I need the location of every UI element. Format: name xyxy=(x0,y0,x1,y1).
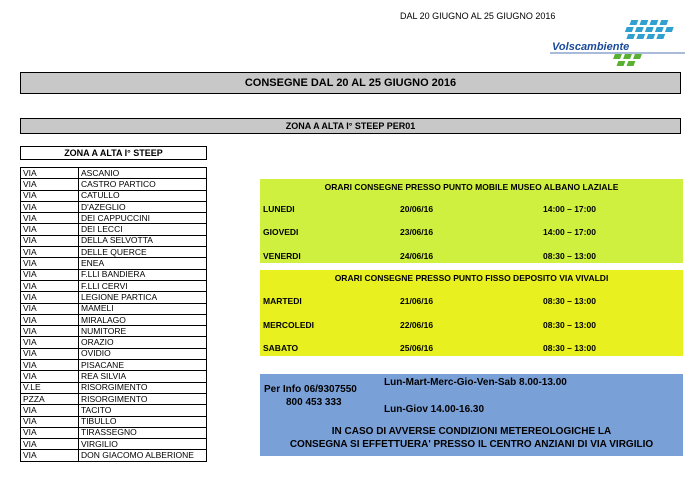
street-row xyxy=(21,326,207,337)
street-name: TACITO xyxy=(79,405,207,416)
street-name: MIRALAGO xyxy=(79,314,207,325)
street-row xyxy=(21,224,207,235)
street-row xyxy=(21,314,207,325)
weather-warning-line2: CONSEGNA SI EFFETTUERA' PRESSO IL CENTRO ANZIANI DI VIA VIRGILIO xyxy=(289,439,654,450)
info-phone: Per Info 06/9307550 xyxy=(264,384,357,395)
mobile-point-title: ORARI CONSEGNE PRESSO PUNTO MOBILE MUSEO ALBANO LAZIALE xyxy=(324,182,619,192)
street-row xyxy=(21,450,207,461)
street-name: TIRASSEGNO xyxy=(79,427,207,438)
street-type: VIA xyxy=(21,360,79,371)
schedule-day: GIOVEDI xyxy=(263,227,299,237)
street-name: ASCANIO xyxy=(79,168,207,179)
street-name: TIBULLO xyxy=(79,416,207,427)
schedule-date: 22/06/16 xyxy=(400,320,434,330)
street-row xyxy=(21,427,207,438)
street-name: F.LLI CERVI xyxy=(79,280,207,291)
fixed-point-panel xyxy=(260,270,683,356)
street-name: MAMELI xyxy=(79,303,207,314)
street-row xyxy=(21,416,207,427)
schedule-date: 25/06/16 xyxy=(400,343,434,353)
info-panel xyxy=(260,374,683,456)
street-name: RISORGIMENTO xyxy=(79,393,207,404)
schedule-time: 14:00 – 17:00 xyxy=(543,227,596,237)
zone-label: ZONA A ALTA I° STEEP xyxy=(20,146,207,160)
street-row xyxy=(21,235,207,246)
street-type: VIA xyxy=(21,348,79,359)
schedule-date: 23/06/16 xyxy=(400,227,434,237)
street-type: VIA xyxy=(21,371,79,382)
schedule-day: MERCOLEDI xyxy=(263,320,314,330)
street-row xyxy=(21,280,207,291)
schedule-time: 08:30 – 13:00 xyxy=(543,343,596,353)
logo-text: Volscambiente xyxy=(552,41,630,53)
street-name: VIRGILIO xyxy=(79,439,207,450)
street-row xyxy=(21,371,207,382)
schedule-date: 21/06/16 xyxy=(400,296,434,306)
schedule-day: LUNEDI xyxy=(263,204,295,214)
street-type: VIA xyxy=(21,190,79,201)
street-name: PISACANE xyxy=(79,360,207,371)
street-row xyxy=(21,303,207,314)
street-row xyxy=(21,201,207,212)
street-name: DEI LECCI xyxy=(79,224,207,235)
street-row xyxy=(21,258,207,269)
street-name: NUMITORE xyxy=(79,326,207,337)
street-name: LEGIONE PARTICA xyxy=(79,292,207,303)
street-type: VIA xyxy=(21,439,79,450)
street-row xyxy=(21,292,207,303)
schedule-time: 08:30 – 13:00 xyxy=(543,320,596,330)
schedule-day: MARTEDI xyxy=(263,296,302,306)
street-row xyxy=(21,439,207,450)
street-type: VIA xyxy=(21,224,79,235)
street-name: DON GIACOMO ALBERIONE xyxy=(79,450,207,461)
street-row xyxy=(21,405,207,416)
street-type: VIA xyxy=(21,314,79,325)
street-name: D'AZEGLIO xyxy=(79,201,207,212)
street-row xyxy=(21,179,207,190)
street-row xyxy=(21,269,207,280)
street-type: VIA xyxy=(21,405,79,416)
info-toll-free: 800 453 333 xyxy=(286,397,342,408)
fixed-point-title: ORARI CONSEGNE PRESSO PUNTO FISSO DEPOSITO VIA VIVALDI xyxy=(334,273,609,283)
date-range: DAL 20 GIUGNO AL 25 GIUGNO 2016 xyxy=(400,11,556,21)
street-type: VIA xyxy=(21,303,79,314)
street-name: DEI CAPPUCCINI xyxy=(79,213,207,224)
schedule-date: 20/06/16 xyxy=(400,204,434,214)
street-type: V.LE xyxy=(21,382,79,393)
info-hours-afternoon: Lun-Giov 14.00-16.30 xyxy=(384,404,485,415)
street-type: VIA xyxy=(21,269,79,280)
street-type: VIA xyxy=(21,292,79,303)
street-name: ORAZIO xyxy=(79,337,207,348)
schedule-day: VENERDI xyxy=(263,251,301,261)
street-row xyxy=(21,190,207,201)
street-type: PZZA xyxy=(21,393,79,404)
street-row xyxy=(21,348,207,359)
street-type: VIA xyxy=(21,168,79,179)
street-type: VIA xyxy=(21,427,79,438)
info-hours-morning: Lun-Mart-Merc-Gio-Ven-Sab 8.00-13.00 xyxy=(384,377,567,388)
volscambiente-logo xyxy=(550,18,690,70)
street-type: VIA xyxy=(21,213,79,224)
schedule-time: 08:30 – 13:00 xyxy=(543,296,596,306)
street-name: CASTRO PARTICO xyxy=(79,179,207,190)
street-name: RISORGIMENTO xyxy=(79,382,207,393)
schedule-time: 14:00 – 17:00 xyxy=(543,204,596,214)
street-name: OVIDIO xyxy=(79,348,207,359)
schedule-day: SABATO xyxy=(263,343,299,353)
page-title: CONSEGNE DAL 20 AL 25 GIUGNO 2016 xyxy=(20,72,681,94)
street-type: VIA xyxy=(21,450,79,461)
weather-warning-line1: IN CASO DI AVVERSE CONDIZIONI METEREOLOGICHE LA xyxy=(331,426,612,437)
mobile-point-panel xyxy=(260,179,683,263)
schedule-date: 24/06/16 xyxy=(400,251,434,261)
street-name: F.LLI BANDIERA xyxy=(79,269,207,280)
street-type: VIA xyxy=(21,416,79,427)
street-row xyxy=(21,382,207,393)
street-row xyxy=(21,360,207,371)
street-name: CATULLO xyxy=(79,190,207,201)
street-name: REA SILVIA xyxy=(79,371,207,382)
street-type: VIA xyxy=(21,179,79,190)
street-type: VIA xyxy=(21,235,79,246)
street-row xyxy=(21,213,207,224)
street-name: DELLA SELVOTTA xyxy=(79,235,207,246)
street-type: VIA xyxy=(21,201,79,212)
street-row xyxy=(21,393,207,404)
zone-bar: ZONA A ALTA I° STEEP PER01 xyxy=(20,118,681,134)
street-type: VIA xyxy=(21,326,79,337)
streets-table xyxy=(20,167,207,462)
street-row xyxy=(21,168,207,179)
schedule-time: 08:30 – 13:00 xyxy=(543,251,596,261)
street-name: ENEA xyxy=(79,258,207,269)
street-row xyxy=(21,247,207,258)
street-type: VIA xyxy=(21,247,79,258)
street-row xyxy=(21,337,207,348)
street-name: DELLE QUERCE xyxy=(79,247,207,258)
street-type: VIA xyxy=(21,280,79,291)
street-type: VIA xyxy=(21,337,79,348)
street-type: VIA xyxy=(21,258,79,269)
